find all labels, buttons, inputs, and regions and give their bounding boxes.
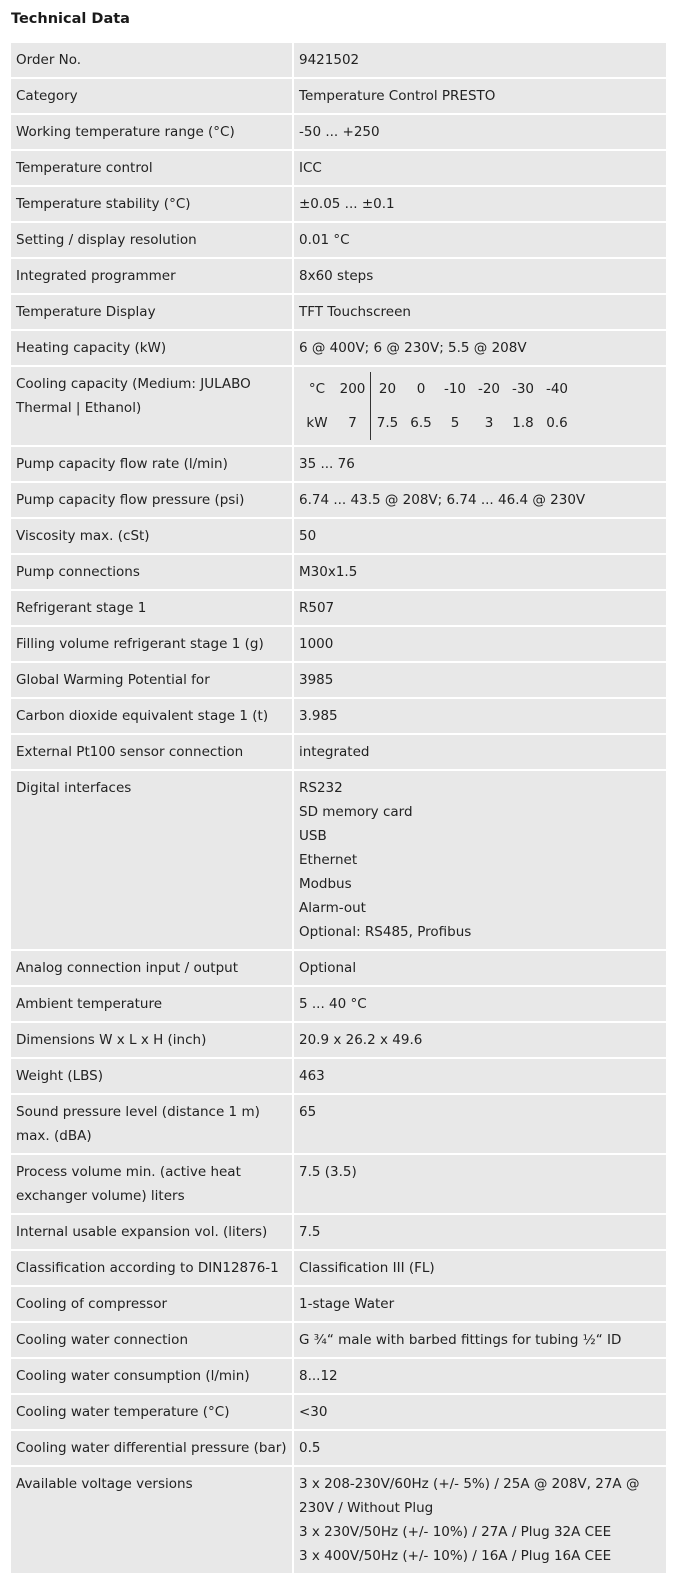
spec-value — [294, 43, 666, 79]
spec-label: Sound pressure level (distance 1 m) max. (dBA) — [11, 1095, 294, 1155]
table-row — [11, 1395, 666, 1431]
spec-label: Internal usable expansion vol. (liters) — [11, 1215, 294, 1251]
spec-value — [294, 1431, 666, 1467]
table-row — [11, 1155, 666, 1215]
table-row — [11, 591, 666, 627]
cooling-temp-cell: -20 — [477, 381, 501, 397]
cooling-temp-cell: °C — [308, 381, 326, 397]
spec-value-line: 8...12 — [299, 1368, 338, 1384]
table-row — [11, 331, 666, 367]
spec-value — [294, 79, 666, 115]
spec-label: Weight (LBS) — [11, 1059, 294, 1095]
table-row — [11, 223, 666, 259]
spec-value — [294, 1215, 666, 1251]
spec-value — [294, 555, 666, 591]
spec-label: Filling volume refrigerant stage 1 (g) — [11, 627, 294, 663]
spec-label: Temperature control — [11, 151, 294, 187]
cooling-temp-cell: -30 — [511, 381, 535, 397]
spec-value-line: integrated — [299, 744, 370, 760]
spec-label: Pump capacity flow rate (l/min) — [11, 447, 294, 483]
spec-value-line: R507 — [299, 600, 335, 616]
spec-value-line: 5 ... 40 °C — [299, 996, 367, 1012]
spec-label: Integrated programmer — [11, 259, 294, 295]
table-row — [11, 951, 666, 987]
spec-value-line: Modbus — [299, 876, 352, 892]
spec-value-line: Alarm-out — [299, 900, 366, 916]
table-row — [11, 1023, 666, 1059]
cooling-kw-cell: 7.5 — [370, 406, 404, 440]
spec-label: Heating capacity (kW) — [11, 331, 294, 367]
spec-value-line: USB — [299, 828, 327, 844]
cooling-temp-cell: -40 — [545, 381, 569, 397]
table-row — [11, 43, 666, 79]
table-row — [11, 735, 666, 771]
table-row — [11, 771, 666, 951]
spec-label: Working temperature range (°C) — [11, 115, 294, 151]
spec-value-line: TFT Touchscreen — [299, 304, 411, 320]
table-row — [11, 295, 666, 331]
spec-label: Cooling water differential pressure (bar) — [11, 1431, 294, 1467]
spec-value-line: 463 — [299, 1068, 325, 1084]
spec-value — [294, 663, 666, 699]
spec-value — [294, 1095, 666, 1155]
spec-value — [294, 331, 666, 367]
spec-value — [294, 259, 666, 295]
table-row — [11, 627, 666, 663]
spec-value — [294, 367, 666, 447]
table-row — [11, 447, 666, 483]
spec-value — [294, 1023, 666, 1059]
spec-value — [294, 519, 666, 555]
table-row — [11, 1323, 666, 1359]
spec-value — [294, 1467, 666, 1575]
table-row — [11, 151, 666, 187]
spec-value-line: 6.74 ... 43.5 @ 208V; 6.74 ... 46.4 @ 230V — [299, 492, 586, 508]
spec-value — [294, 627, 666, 663]
table-row — [11, 1359, 666, 1395]
table-row — [11, 1059, 666, 1095]
spec-value-line: Optional — [299, 960, 357, 976]
spec-value-line: 20.9 x 26.2 x 49.6 — [299, 1032, 423, 1048]
spec-label: Temperature Display — [11, 295, 294, 331]
cooling-temp-cell: 0 — [416, 381, 426, 397]
table-row — [11, 115, 666, 151]
table-row — [11, 663, 666, 699]
spec-value-line: G ¾“ male with barbed fittings for tubing ½“ ID — [299, 1332, 622, 1348]
spec-label: Process volume min. (active heat exchanger volume) liters — [11, 1155, 294, 1215]
table-row — [11, 555, 666, 591]
spec-value-line: ±0.05 ... ±0.1 — [299, 196, 395, 212]
spec-value — [294, 223, 666, 259]
spec-label: Cooling water connection — [11, 1323, 294, 1359]
spec-value — [294, 447, 666, 483]
spec-value — [294, 483, 666, 519]
spec-value — [294, 1359, 666, 1395]
spec-value — [294, 1059, 666, 1095]
spec-label: Temperature stability (°C) — [11, 187, 294, 223]
spec-value-line: 3 x 230V/50Hz (+/- 10%) / 27A / Plug 32A CEE — [299, 1524, 612, 1540]
table-row — [11, 367, 666, 447]
tech-data-table — [11, 43, 666, 1575]
spec-value-line: 8x60 steps — [299, 268, 374, 284]
cooling-temp-cell: 20 — [370, 372, 404, 406]
spec-value-line: 35 ... 76 — [299, 456, 355, 472]
spec-value-line: 7.5 (3.5) — [299, 1164, 357, 1180]
spec-value-line: -50 ... +250 — [299, 124, 380, 140]
table-row — [11, 1215, 666, 1251]
table-row — [11, 1287, 666, 1323]
spec-value-line: 65 — [299, 1104, 317, 1120]
spec-value-line: 0.01 °C — [299, 232, 350, 248]
table-row — [11, 1467, 666, 1575]
spec-label: Classification according to DIN12876-1 — [11, 1251, 294, 1287]
spec-value — [294, 735, 666, 771]
spec-label: Pump capacity flow pressure (psi) — [11, 483, 294, 519]
cooling-temp-cell: -10 — [443, 381, 467, 397]
spec-value-line: 6 @ 400V; 6 @ 230V; 5.5 @ 208V — [299, 340, 527, 356]
table-row — [11, 259, 666, 295]
spec-label: External Pt100 sensor connection — [11, 735, 294, 771]
spec-label: Digital interfaces — [11, 771, 294, 951]
spec-label: Analog connection input / output — [11, 951, 294, 987]
spec-value — [294, 1395, 666, 1431]
table-row — [11, 519, 666, 555]
spec-value — [294, 1251, 666, 1287]
table-row — [11, 187, 666, 223]
table-row — [11, 483, 666, 519]
table-row — [11, 699, 666, 735]
spec-value-line: 1000 — [299, 636, 334, 652]
spec-label: Cooling water temperature (°C) — [11, 1395, 294, 1431]
table-row — [11, 79, 666, 115]
table-row — [11, 1431, 666, 1467]
spec-value-line: 0.5 — [299, 1440, 321, 1456]
section-title: Technical Data — [11, 11, 130, 27]
spec-value-line: 50 — [299, 528, 317, 544]
table-row — [11, 1251, 666, 1287]
spec-value-line: <30 — [299, 1404, 328, 1420]
spec-label: Cooling capacity (Medium: JULABO Thermal | Ethanol) — [11, 367, 294, 447]
spec-value — [294, 1155, 666, 1215]
spec-label: Order No. — [11, 43, 294, 79]
cooling-kw-cell: 5 — [450, 415, 460, 431]
spec-value-line: Temperature Control PRESTO — [299, 88, 496, 104]
spec-label: Carbon dioxide equivalent stage 1 (t) — [11, 699, 294, 735]
cooling-kw-cell: kW — [306, 415, 328, 431]
spec-value-line: 3985 — [299, 672, 334, 688]
spec-value-line: 9421502 — [299, 52, 360, 68]
spec-label: Global Warming Potential for — [11, 663, 294, 699]
spec-value-line: ICC — [299, 160, 322, 176]
spec-label: Cooling of compressor — [11, 1287, 294, 1323]
cooling-temp-cell: 200 — [339, 381, 366, 397]
spec-value-line: RS232 — [299, 780, 343, 796]
spec-label: Viscosity max. (cSt) — [11, 519, 294, 555]
spec-value — [294, 295, 666, 331]
spec-value-line: 7.5 — [299, 1224, 321, 1240]
spec-value — [294, 1323, 666, 1359]
spec-value-line: Ethernet — [299, 852, 358, 868]
tech-data-body — [11, 43, 666, 1575]
spec-value-line: 3 x 400V/50Hz (+/- 10%) / 16A / Plug 16A CEE — [299, 1548, 612, 1564]
spec-label: Dimensions W x L x H (inch) — [11, 1023, 294, 1059]
table-row — [11, 987, 666, 1023]
spec-value — [294, 115, 666, 151]
spec-label: Ambient temperature — [11, 987, 294, 1023]
spec-value — [294, 699, 666, 735]
spec-value-line: Classification III (FL) — [299, 1260, 435, 1276]
spec-value — [294, 151, 666, 187]
spec-value-line: M30x1.5 — [299, 564, 358, 580]
cooling-kw-cell: 6.5 — [410, 415, 432, 431]
spec-label: Setting / display resolution — [11, 223, 294, 259]
spec-label: Pump connections — [11, 555, 294, 591]
cooling-kw-cell: 7 — [348, 415, 357, 431]
cooling-kw-cell: 3 — [484, 415, 494, 431]
spec-value — [294, 187, 666, 223]
spec-value — [294, 1287, 666, 1323]
cooling-capacity-table — [299, 372, 662, 440]
spec-value — [294, 951, 666, 987]
spec-label: Cooling water consumption (l/min) — [11, 1359, 294, 1395]
spec-value-line: 3.985 — [299, 708, 338, 724]
spec-value — [294, 771, 666, 951]
spec-value-line: Optional: RS485, Profibus — [299, 924, 472, 940]
spec-label: Available voltage versions — [11, 1467, 294, 1575]
spec-label: Refrigerant stage 1 — [11, 591, 294, 627]
cooling-kw-cell: 0.6 — [546, 415, 568, 431]
spec-value — [294, 591, 666, 627]
spec-value-line: 1-stage Water — [299, 1296, 395, 1312]
spec-value — [294, 987, 666, 1023]
spec-label: Category — [11, 79, 294, 115]
cooling-kw-cell: 1.8 — [512, 415, 534, 431]
table-row — [11, 1095, 666, 1155]
spec-value-line: 3 x 208-230V/60Hz (+/- 5%) / 25A @ 208V, 27A @ 230V / Without Plug — [299, 1476, 640, 1516]
spec-value-line: SD memory card — [299, 804, 413, 820]
